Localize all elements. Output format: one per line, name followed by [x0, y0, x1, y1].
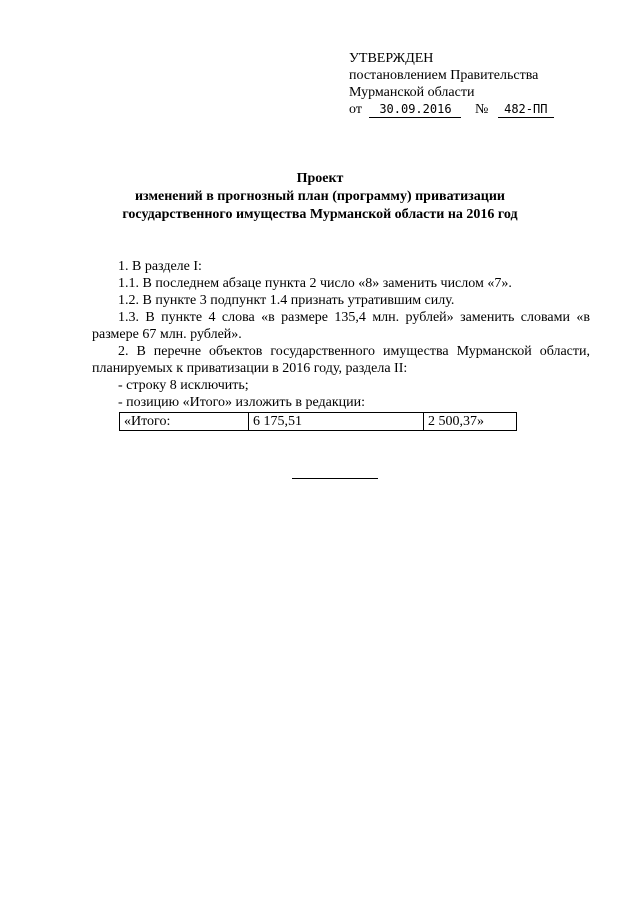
end-separator — [292, 478, 378, 479]
approval-stamp — [349, 50, 554, 118]
paragraph-total-position: - позицию «Итого» изложить в редакции: — [118, 395, 366, 410]
number-sign: № — [474, 102, 489, 117]
totals-value2-cell: 2 500,37» — [424, 413, 517, 431]
totals-value1-cell: 6 175,51 — [249, 413, 424, 431]
table-row — [120, 413, 517, 431]
title-line-property: государственного имущества Мурманской области на 2016 год — [122, 207, 518, 222]
paragraph-1-1: 1.1. В последнем абзаце пункта 2 число «8» заменить числом «7». — [118, 276, 512, 291]
approval-date-line — [349, 101, 554, 118]
document-title — [100, 170, 540, 224]
totals-label-cell: «Итого: — [120, 413, 249, 431]
totals-table — [119, 412, 517, 431]
approval-line-region: Мурманской области — [349, 85, 475, 100]
approval-heading: УТВЕРЖДЕН — [349, 51, 434, 66]
paragraph-remove-row: - строку 8 исключить; — [118, 378, 249, 393]
title-line-project: Проект — [296, 171, 344, 186]
paragraph-1-3: 1.3. В пункте 4 слова «в размере 135,4 млн. рублей» заменить словами «в размере 67 млн. рублей». — [92, 310, 590, 342]
paragraph-section-1: 1. В разделе I: — [118, 259, 202, 274]
approval-line-resolution: постановлением Правительства — [349, 68, 539, 83]
document-body — [92, 258, 590, 431]
title-line-changes: изменений в прогнозный план (программу) приватизации — [134, 189, 505, 204]
paragraph-2: 2. В перечне объектов государственного имущества Мурманской области, планируемых к приватизации в 2016 году, раздела II: — [92, 344, 590, 376]
handwritten-date: 30.09.2016 — [369, 102, 461, 118]
handwritten-number: 482-ПП — [498, 102, 554, 118]
date-prefix: от — [349, 102, 362, 117]
paragraph-1-2: 1.2. В пункте 3 подпункт 1.4 признать утратившим силу. — [118, 293, 455, 308]
